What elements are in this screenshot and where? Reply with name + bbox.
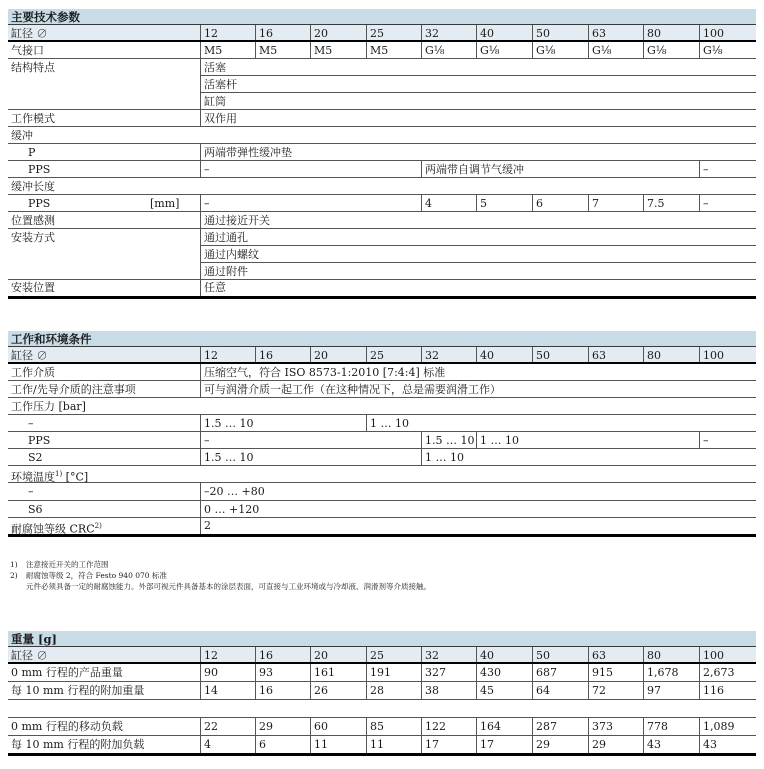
position-label: 安装位置 bbox=[11, 281, 55, 294]
weight-value: 17 bbox=[476, 736, 532, 753]
cushion-label: 缓冲 bbox=[11, 129, 33, 142]
cushion-length-pps-label: PPS bbox=[28, 197, 51, 210]
cushion-length-row bbox=[8, 178, 756, 195]
design-row bbox=[8, 59, 756, 76]
design-label: 结构特点 bbox=[11, 61, 55, 74]
crc-footnote-ref: 2) bbox=[94, 522, 102, 530]
weight-value: 16 bbox=[255, 682, 310, 699]
port-label: 气接口 bbox=[11, 44, 44, 57]
medium-note-label: 工作/先导介质的注意事项 bbox=[11, 383, 136, 396]
footnote-number: 2) bbox=[10, 571, 18, 580]
bore-header-cell: 80 bbox=[643, 25, 699, 40]
cushion-p-label: P bbox=[28, 146, 36, 159]
cushion-length-value: 7.5 bbox=[643, 195, 699, 211]
weight-value: 778 bbox=[643, 718, 699, 735]
weight-row-label: 0 mm 行程的移动负载 bbox=[11, 720, 123, 733]
sensing-value: 通过接近开关 bbox=[200, 212, 756, 228]
cushion-pps-dash: – bbox=[200, 161, 421, 177]
sensing-row bbox=[8, 212, 756, 229]
weight-row bbox=[8, 718, 756, 736]
weight-value: 4 bbox=[200, 736, 255, 753]
footnote-1 bbox=[10, 559, 109, 570]
pressure-value: – bbox=[699, 432, 756, 448]
cushion-length-dash: – bbox=[200, 195, 421, 211]
weight-value: 64 bbox=[532, 682, 588, 699]
bore-header-cell: 100 bbox=[699, 25, 756, 40]
bore-header-cell: 40 bbox=[476, 347, 532, 362]
weight-value: 14 bbox=[200, 682, 255, 699]
weight-value: 161 bbox=[310, 664, 366, 681]
bore-header-cell: 25 bbox=[366, 647, 421, 662]
design-row-3 bbox=[8, 93, 756, 110]
bore-header-row bbox=[8, 347, 756, 364]
weight-value: 287 bbox=[532, 718, 588, 735]
pressure-value: 1 … 10 bbox=[421, 449, 756, 465]
pressure-value: – bbox=[200, 432, 421, 448]
cushion-p-value: 两端带弹性缓冲垫 bbox=[200, 144, 756, 160]
design-value: 活塞 bbox=[200, 59, 756, 76]
bore-header-cell: 50 bbox=[532, 25, 588, 40]
footnote-text: 耐腐蚀等级 2，符合 Festo 940 070 标准 bbox=[26, 571, 167, 580]
port-value: M5 bbox=[366, 42, 421, 58]
weight-value: 29 bbox=[532, 736, 588, 753]
cushion-p-row bbox=[8, 144, 756, 161]
weight-row bbox=[8, 682, 756, 700]
weight-value: 687 bbox=[532, 664, 588, 681]
bore-label: 缸径 ∅ bbox=[11, 27, 48, 40]
cushion-length-value: 6 bbox=[532, 195, 588, 211]
weight-value: 90 bbox=[200, 664, 255, 681]
weight-value: 191 bbox=[366, 664, 421, 681]
footnote-2 bbox=[10, 570, 167, 581]
pressure-s2-label: S2 bbox=[28, 451, 43, 464]
mounting-value: 通过附件 bbox=[200, 263, 756, 279]
section-title: 工作和环境条件 bbox=[8, 331, 756, 347]
weight-value: 72 bbox=[588, 682, 643, 699]
cushion-length-value: 7 bbox=[588, 195, 643, 211]
weight-table bbox=[8, 631, 756, 756]
pressure-row bbox=[8, 398, 756, 415]
pressure-dash-label: – bbox=[28, 417, 34, 430]
cushion-pps-value: 两端带自调节气缓冲 bbox=[421, 161, 699, 177]
weight-value: 29 bbox=[588, 736, 643, 753]
pressure-value: 1.5 … 10 bbox=[200, 449, 421, 465]
cushion-length-value: 4 bbox=[421, 195, 476, 211]
footnote-text: 注意接近开关的工作范围 bbox=[26, 560, 109, 569]
weight-row bbox=[8, 736, 756, 756]
bore-header-cell: 25 bbox=[366, 25, 421, 40]
bore-header-cell: 16 bbox=[255, 347, 310, 362]
weight-value: 1,678 bbox=[643, 664, 699, 681]
pressure-pps-label: PPS bbox=[28, 434, 51, 447]
env-conditions-table bbox=[8, 331, 756, 537]
port-value: G⅛ bbox=[532, 42, 588, 58]
pressure-s2-row bbox=[8, 449, 756, 466]
footnote-3 bbox=[10, 581, 431, 592]
temp-label: 环境温度 bbox=[11, 470, 55, 484]
medium-label: 工作介质 bbox=[11, 366, 55, 379]
main-specs-table bbox=[8, 9, 756, 299]
weight-value: 93 bbox=[255, 664, 310, 681]
weight-value: 11 bbox=[366, 736, 421, 753]
mode-row bbox=[8, 110, 756, 127]
bore-header-cell: 32 bbox=[421, 347, 476, 362]
mounting-row bbox=[8, 229, 756, 246]
pressure-value: 1 … 10 bbox=[366, 415, 756, 431]
bore-header-cell: 63 bbox=[588, 347, 643, 362]
bore-header-cell: 63 bbox=[588, 647, 643, 662]
port-value: G⅛ bbox=[699, 42, 756, 58]
mounting-value: 通过内螺纹 bbox=[200, 246, 756, 263]
bore-header-cell: 20 bbox=[310, 647, 366, 662]
temp-row bbox=[8, 466, 756, 483]
mode-label: 工作模式 bbox=[11, 112, 55, 125]
weight-value: 22 bbox=[200, 718, 255, 735]
position-row bbox=[8, 280, 756, 299]
cushion-pps-dash-2: – bbox=[699, 161, 756, 177]
weight-row-label: 每 10 mm 行程的附加重量 bbox=[11, 684, 145, 697]
temp-s6-row bbox=[8, 501, 756, 518]
temp-unit: [°C] bbox=[62, 470, 89, 484]
weight-value: 43 bbox=[643, 736, 699, 753]
weight-value: 60 bbox=[310, 718, 366, 735]
weight-value: 373 bbox=[588, 718, 643, 735]
weight-value: 2,673 bbox=[699, 664, 756, 681]
mode-value: 双作用 bbox=[200, 110, 756, 126]
bore-header-cell: 63 bbox=[588, 25, 643, 40]
temp-value: –20 … +80 bbox=[200, 483, 756, 500]
medium-note-value: 可与润滑介质一起工作（在这种情况下，总是需要润滑工作） bbox=[200, 381, 756, 397]
pressure-pps-row bbox=[8, 432, 756, 449]
port-value: G⅛ bbox=[643, 42, 699, 58]
weight-value: 915 bbox=[588, 664, 643, 681]
weight-value: 164 bbox=[476, 718, 532, 735]
spacer-row bbox=[8, 700, 756, 718]
bore-header-cell: 50 bbox=[532, 647, 588, 662]
bore-header-cell: 80 bbox=[643, 347, 699, 362]
medium-note-row bbox=[8, 381, 756, 398]
bore-header-cell: 100 bbox=[699, 347, 756, 362]
bore-header-cell: 40 bbox=[476, 25, 532, 40]
temp-dash-row bbox=[8, 483, 756, 501]
mounting-row-2 bbox=[8, 246, 756, 263]
crc-value: 2 bbox=[200, 518, 756, 534]
weight-value: 85 bbox=[366, 718, 421, 735]
weight-row-label: 每 10 mm 行程的附加负载 bbox=[11, 738, 145, 751]
crc-row bbox=[8, 518, 756, 537]
port-row bbox=[8, 42, 756, 59]
cushion-pps-label: PPS bbox=[28, 163, 51, 176]
weight-value: 430 bbox=[476, 664, 532, 681]
design-row-2 bbox=[8, 76, 756, 93]
weight-value: 45 bbox=[476, 682, 532, 699]
bore-header-row bbox=[8, 25, 756, 42]
bore-header-cell: 12 bbox=[200, 347, 255, 362]
pressure-value: 1.5 … 10 bbox=[200, 415, 366, 431]
weight-row-label: 0 mm 行程的产品重量 bbox=[11, 666, 123, 679]
footnote-text: 元件必须具备一定的耐腐蚀能力。外部可视元件具备基本的涂层表面，可直接与工业环境或与冷却液、润滑剂等介质接触。 bbox=[26, 582, 431, 591]
mounting-row-3 bbox=[8, 263, 756, 280]
port-value: G⅛ bbox=[421, 42, 476, 58]
bore-header-cell: 20 bbox=[310, 25, 366, 40]
port-value: M5 bbox=[255, 42, 310, 58]
temp-value: 0 … +120 bbox=[200, 501, 756, 517]
temp-footnote-ref: 1) bbox=[55, 470, 63, 478]
port-value: G⅛ bbox=[588, 42, 643, 58]
weight-value: 6 bbox=[255, 736, 310, 753]
crc-label: 耐腐蚀等级 CRC bbox=[11, 522, 95, 536]
weight-value: 1,089 bbox=[699, 718, 756, 735]
weight-value: 327 bbox=[421, 664, 476, 681]
port-value: M5 bbox=[200, 42, 255, 58]
weight-value: 38 bbox=[421, 682, 476, 699]
weight-value: 97 bbox=[643, 682, 699, 699]
port-value: M5 bbox=[310, 42, 366, 58]
pressure-value: 1.5 … 10 bbox=[421, 432, 476, 448]
bore-header-cell: 12 bbox=[200, 25, 255, 40]
weight-row bbox=[8, 664, 756, 682]
bore-header-cell: 16 bbox=[255, 647, 310, 662]
mounting-value: 通过通孔 bbox=[200, 229, 756, 246]
mounting-label: 安装方式 bbox=[11, 231, 55, 244]
weight-value: 122 bbox=[421, 718, 476, 735]
sensing-label: 位置感测 bbox=[11, 214, 55, 227]
footnote-number: 1) bbox=[10, 560, 18, 569]
bore-header-cell: 50 bbox=[532, 347, 588, 362]
cushion-length-pps-row bbox=[8, 195, 756, 212]
weight-value: 11 bbox=[310, 736, 366, 753]
port-value: G⅛ bbox=[476, 42, 532, 58]
weight-value: 28 bbox=[366, 682, 421, 699]
medium-row bbox=[8, 364, 756, 381]
bore-header-cell: 12 bbox=[200, 647, 255, 662]
design-value: 缸筒 bbox=[200, 93, 756, 109]
weight-value: 29 bbox=[255, 718, 310, 735]
cushion-length-unit: [mm] bbox=[150, 197, 180, 210]
bore-header-cell: 32 bbox=[421, 647, 476, 662]
design-value: 活塞杆 bbox=[200, 76, 756, 93]
bore-label: 缸径 ∅ bbox=[11, 349, 48, 362]
bore-header-cell: 20 bbox=[310, 347, 366, 362]
cushion-pps-row bbox=[8, 161, 756, 178]
pressure-dash-row bbox=[8, 415, 756, 432]
cushion-length-value: 5 bbox=[476, 195, 532, 211]
section-title: 主要技术参数 bbox=[8, 9, 756, 25]
temp-dash-label: – bbox=[28, 485, 34, 498]
cushion-row bbox=[8, 127, 756, 144]
bore-header-cell: 25 bbox=[366, 347, 421, 362]
weight-value: 43 bbox=[699, 736, 756, 753]
cushion-length-dash-2: – bbox=[699, 195, 756, 211]
pressure-value: 1 … 10 bbox=[476, 432, 699, 448]
temp-s6-label: S6 bbox=[28, 503, 43, 516]
bore-header-cell: 16 bbox=[255, 25, 310, 40]
bore-header-cell: 80 bbox=[643, 647, 699, 662]
medium-value: 压缩空气，符合 ISO 8573-1:2010 [7:4:4] 标准 bbox=[200, 364, 756, 380]
weight-value: 17 bbox=[421, 736, 476, 753]
crc-label-group bbox=[11, 518, 102, 538]
bore-header-cell: 100 bbox=[699, 647, 756, 662]
weight-value: 116 bbox=[699, 682, 756, 699]
cushion-length-label: 缓冲长度 bbox=[11, 180, 55, 193]
section-title: 重量 [g] bbox=[8, 631, 756, 647]
bore-header-cell: 32 bbox=[421, 25, 476, 40]
bore-header-row bbox=[8, 647, 756, 664]
bore-header-cell: 40 bbox=[476, 647, 532, 662]
bore-label: 缸径 ∅ bbox=[11, 649, 48, 662]
pressure-label: 工作压力 [bar] bbox=[11, 400, 86, 413]
weight-value: 26 bbox=[310, 682, 366, 699]
position-value: 任意 bbox=[200, 280, 756, 296]
